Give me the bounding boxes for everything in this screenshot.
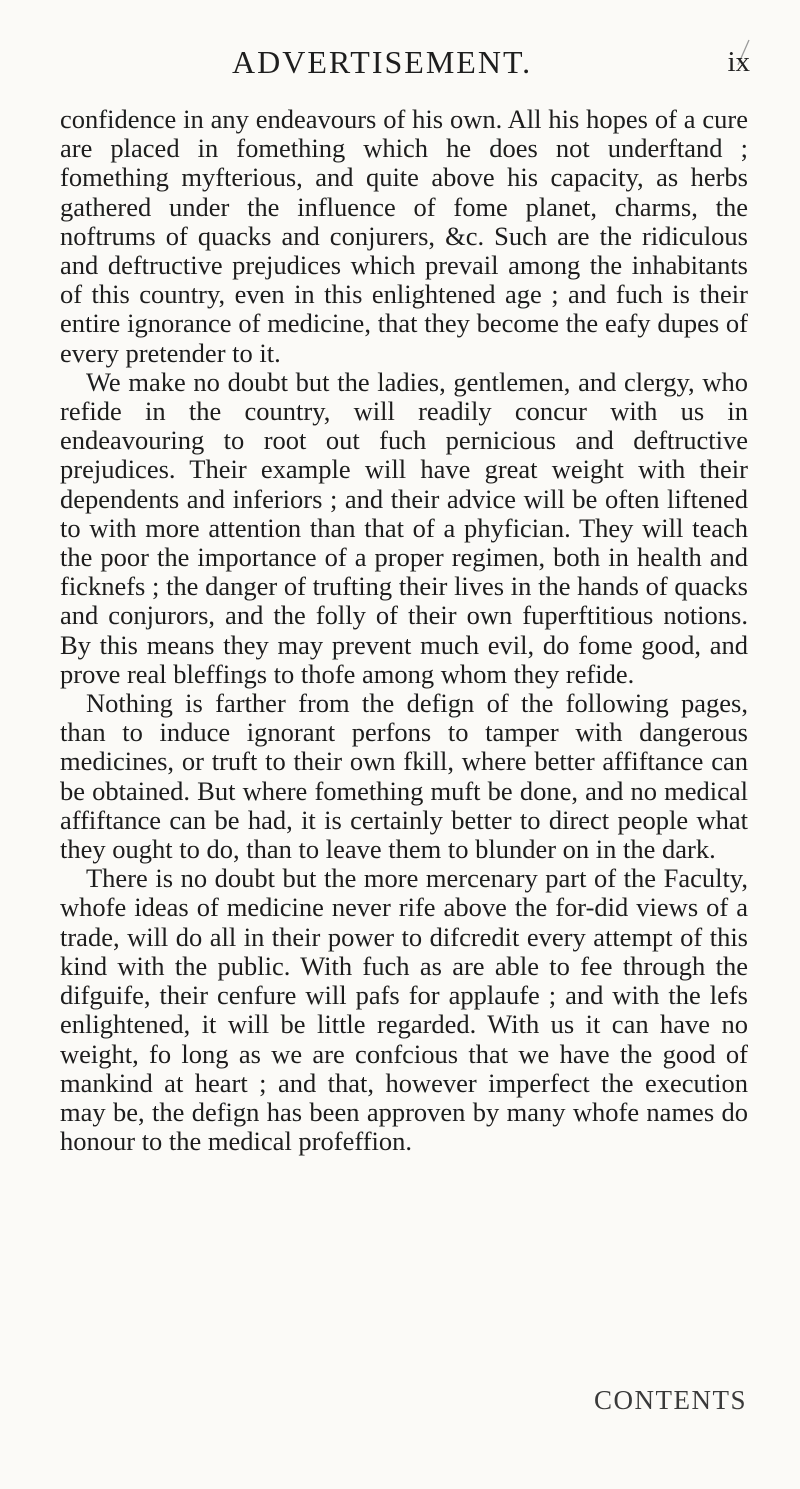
running-title: ADVERTISEMENT. — [232, 44, 533, 80]
paragraph-continued: confidence in any endeavours of his own. All his hopes of a cure are placed in fomething which he does not underftand ; fomething myfterious, and quite above his capacity, as herbs gathered under the influence of fome planet, charms, the noftrums of quacks and conjurers, &c. Such are the ridiculous and deftructive prejudices which prevail among the inhabitants of this country, even in this enlightened age ; and fuch is their entire ignorance of medicine, that they become the eafy dupes of every pretender to it. — [60, 104, 748, 368]
body-text — [60, 105, 748, 1156]
running-head — [60, 44, 750, 84]
catchword: CONTENTS — [594, 1385, 747, 1415]
page-number: ix — [727, 46, 750, 78]
paragraph: There is no doubt but the more mercenary part of the Faculty, whofe ideas of medicine never rife above the for-did views of a trade, will do all in their power to difcredit every attempt of this kind with the public. With fuch as are able to fee through the difguife, their cenfure will pafs for applaufe ; and with the lefs enlightened, it will be little regarded. With us it can have no weight, fo long as we are confcious that we have the good of mankind at heart ; and that, however imperfect the execution may be, the defign has been approven by many whofe names do honour to the medical profeffion. — [60, 863, 748, 1157]
paragraph: We make no doubt but the ladies, gentlemen, and clergy, who refide in the country, will readily concur with us in endeavouring to root out fuch pernicious and deftructive prejudices. Their example will have great weight with their dependents and inferiors ; and their advice will be often liftened to with more attention than that of a phyfician. They will teach the poor the importance of a proper regimen, both in health and ficknefs ; the danger of trufting their lives in the hands of quacks and conjurors, and the folly of their own fuperftitious notions. By this means they may prevent much evil, do fome good, and prove real bleffings to thofe among whom they refide. — [60, 366, 748, 689]
paragraph: Nothing is farther from the defign of the following pages, than to induce ignorant perfons to tamper with dangerous medicines, or truft to their own fkill, where better affiftance can be obtained. But where fomething muft be done, and no medical affiftance can be had, it is certainly better to direct people what they ought to do, than to leave them to blunder on in the dark. — [60, 688, 748, 865]
